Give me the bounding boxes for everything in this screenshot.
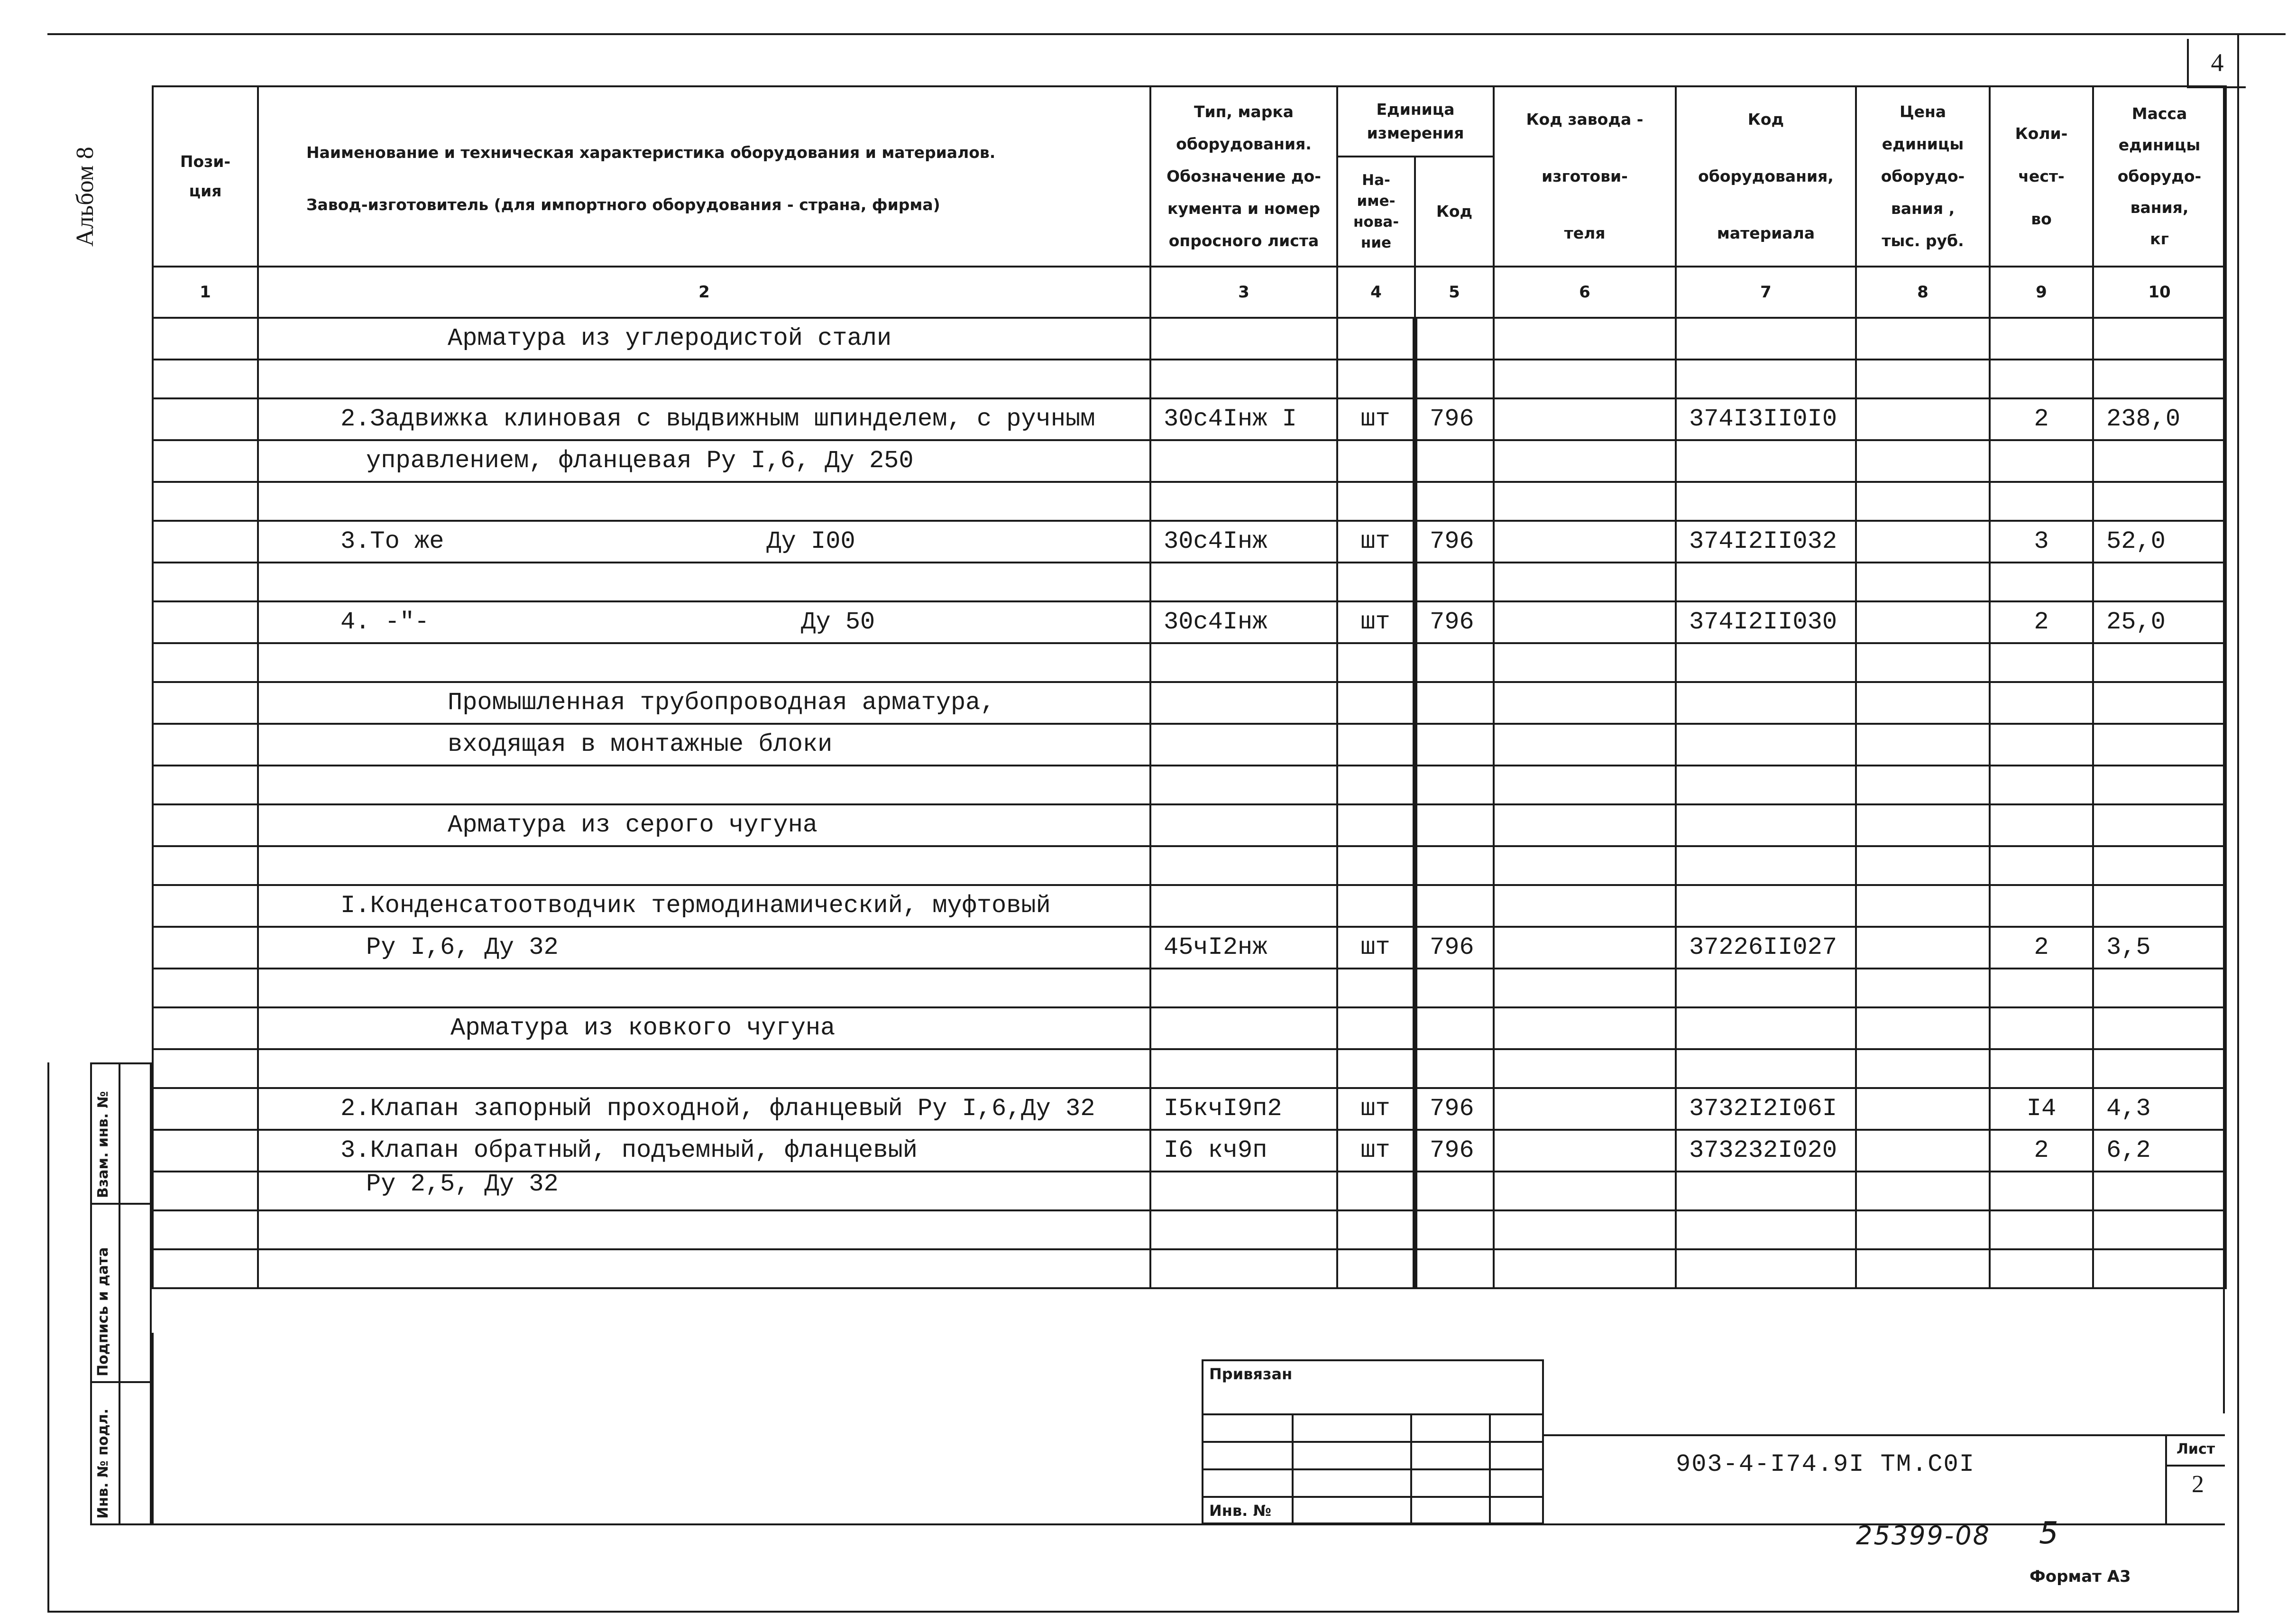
- stamp-podpis: Подпись и дата: [90, 1203, 152, 1383]
- table-row: [153, 521, 2226, 563]
- item-equipment-code: 37226II027: [1676, 927, 1856, 969]
- item-quantity: I4: [1990, 1088, 2093, 1130]
- table-row: [153, 1130, 2226, 1172]
- inv-no-label: Инв. №: [1209, 1502, 1271, 1520]
- table-row: [153, 601, 2226, 643]
- header-price: Цена единицы оборудо- вания , тыс. руб.: [1856, 86, 1990, 267]
- item-unit-code: 796: [1415, 927, 1494, 969]
- outer-top-line: [47, 33, 2286, 35]
- item-mass: 4,3: [2093, 1088, 2226, 1130]
- title-block-mid-line: [1544, 1434, 2225, 1436]
- table-row: [153, 360, 2226, 398]
- item-equipment-code: 374I3II0I0: [1676, 398, 1856, 440]
- table-row: [153, 1210, 2226, 1249]
- table-row: [153, 440, 2226, 482]
- item-name: 4. -"-: [340, 608, 430, 636]
- header-plant-code: Код завода - изготови- теля: [1494, 86, 1676, 267]
- item-quantity: 2: [1990, 398, 2093, 440]
- item-name: I.Конденсатоотводчик термодинамический, муфтовый: [340, 892, 1051, 920]
- item-equipment-code: 373232I020: [1676, 1130, 1856, 1172]
- table-row: [153, 927, 2226, 969]
- table-row: [153, 969, 2226, 1007]
- table-row: [153, 885, 2226, 927]
- item-name: 3.Клапан обратный, подъемный, фланцевый: [340, 1136, 918, 1164]
- item-quantity: 3: [1990, 521, 2093, 563]
- item-name: 2.Клапан запорный проходной, фланцевый Ру I,6,Ду 32: [340, 1095, 1095, 1123]
- outer-left-line: [47, 1062, 49, 1613]
- section-title: Промышленная трубопроводная арматура,: [448, 689, 995, 717]
- header-unit-group: Единица измерения: [1337, 86, 1494, 157]
- item-type: 30с4Iнж: [1150, 521, 1337, 563]
- item-type: 45чI2нж: [1150, 927, 1337, 969]
- table-row: [153, 482, 2226, 521]
- item-quantity: 2: [1990, 601, 2093, 643]
- stamp-inv-podl: Инв. № подл.: [90, 1381, 152, 1525]
- item-name-cont: Ру 2,5, Ду 32: [366, 1172, 559, 1198]
- item-du: Ду 50: [801, 608, 875, 636]
- item-unit: шт: [1337, 521, 1415, 563]
- table-row: [153, 643, 2226, 682]
- table-row: [153, 682, 2226, 724]
- item-unit: шт: [1337, 1088, 1415, 1130]
- header-quantity: Коли- чест- во: [1990, 86, 2093, 267]
- item-unit-code: 796: [1415, 601, 1494, 643]
- header-unit-code: Код: [1415, 157, 1494, 267]
- colnum-9: 9: [1990, 267, 2093, 318]
- item-unit-code: 796: [1415, 1088, 1494, 1130]
- table-row: [153, 846, 2226, 885]
- section-title: Арматура из ковкого чугуна: [450, 1014, 836, 1042]
- outer-right-line: [2237, 33, 2239, 1613]
- item-mass: 25,0: [2093, 601, 2226, 643]
- item-name: 3.То же: [340, 527, 444, 555]
- bottom-left-line: [152, 1333, 154, 1525]
- document-code: 903-4-I74.9I ТМ.С0I: [1676, 1450, 1975, 1478]
- item-type: I5кчI9п2: [1150, 1088, 1337, 1130]
- header-name: Наименование и техническая характеристика оборудования и материалов. Завод-изготовитель (для импортного оборудования - страна, фирма): [258, 86, 1150, 267]
- table-row: [153, 398, 2226, 440]
- colnum-6: 6: [1494, 267, 1676, 318]
- inventory-page-handwritten: 5: [2039, 1516, 2058, 1551]
- colnum-10: 10: [2093, 267, 2226, 318]
- sheet-number: 4: [2187, 39, 2246, 88]
- item-unit: шт: [1337, 1130, 1415, 1172]
- colnum-4: 4: [1337, 267, 1415, 318]
- colnum-1: 1: [153, 267, 258, 318]
- item-unit-code: 796: [1415, 521, 1494, 563]
- item-equipment-code: 3732I2I06I: [1676, 1088, 1856, 1130]
- format-label: Формат А3: [2030, 1567, 2131, 1586]
- inventory-number-handwritten: 25399-08: [1856, 1521, 1991, 1550]
- item-type: 30с4Iнж: [1150, 601, 1337, 643]
- table-row: [153, 1249, 2226, 1288]
- header-mass: Масса единицы оборудо- вания, кг: [2093, 86, 2226, 267]
- item-du: Ду I00: [766, 527, 855, 555]
- colnum-7: 7: [1676, 267, 1856, 318]
- item-mass: 238,0: [2093, 398, 2226, 440]
- table-row: [153, 724, 2226, 766]
- item-name-cont: управлением, фланцевая Ру I,6, Ду 250: [366, 447, 914, 475]
- header-type: Тип, марка оборудования. Обозначение до- кумента и номер опросного листа: [1150, 86, 1337, 267]
- table-row: [153, 1049, 2226, 1088]
- album-label: Альбом 8: [72, 147, 99, 247]
- table-row: [153, 1007, 2226, 1049]
- item-quantity: 2: [1990, 1130, 2093, 1172]
- header-equipment-code: Код оборудования, материала: [1676, 86, 1856, 267]
- item-type: I6 кч9п: [1150, 1130, 1337, 1172]
- item-equipment-code: 374I2II030: [1676, 601, 1856, 643]
- colnum-5: 5: [1415, 267, 1494, 318]
- item-unit: шт: [1337, 398, 1415, 440]
- item-quantity: 2: [1990, 927, 2093, 969]
- item-unit-code: 796: [1415, 1130, 1494, 1172]
- item-unit-code: 796: [1415, 398, 1494, 440]
- colnum-8: 8: [1856, 267, 1990, 318]
- list-label: Лист: [2177, 1441, 2215, 1458]
- table-row: [153, 766, 2226, 804]
- table-row: [153, 318, 2226, 360]
- section-title: Арматура из серого чугуна: [448, 811, 818, 839]
- specification-table: [152, 85, 2227, 1289]
- item-type: 30с4Iнж I: [1150, 398, 1337, 440]
- item-unit: шт: [1337, 601, 1415, 643]
- list-cell-mid: [2165, 1465, 2225, 1467]
- item-name-cont: Ру I,6, Ду 32: [366, 933, 559, 961]
- header-unit-name: На- име- нова- ние: [1337, 157, 1415, 267]
- section-title-cont: входящая в монтажные блоки: [448, 730, 833, 758]
- stamp-vzam: Взам. инв. №: [90, 1062, 152, 1205]
- item-mass: 6,2: [2093, 1130, 2226, 1172]
- table-row: [153, 1172, 2226, 1210]
- colnum-2: 2: [258, 267, 1150, 318]
- item-mass: 3,5: [2093, 927, 2226, 969]
- item-mass: 52,0: [2093, 521, 2226, 563]
- item-equipment-code: 374I2II032: [1676, 521, 1856, 563]
- list-cell-left: [2165, 1434, 2167, 1525]
- colnum-3: 3: [1150, 267, 1337, 318]
- table-row: [153, 804, 2226, 846]
- outer-bottom-line: [47, 1611, 2239, 1613]
- table-row: [153, 1088, 2226, 1130]
- table-row: [153, 563, 2226, 601]
- item-unit: шт: [1337, 927, 1415, 969]
- title-block-privyazan: Привязан Инв. №: [1202, 1359, 1544, 1524]
- item-name: 2.Задвижка клиновая с выдвижным шпинделем, с ручным: [340, 405, 1095, 433]
- header-position: Пози- ция: [153, 86, 258, 267]
- list-value: 2: [2192, 1471, 2204, 1498]
- section-title: Арматура из углеродистой стали: [448, 324, 892, 352]
